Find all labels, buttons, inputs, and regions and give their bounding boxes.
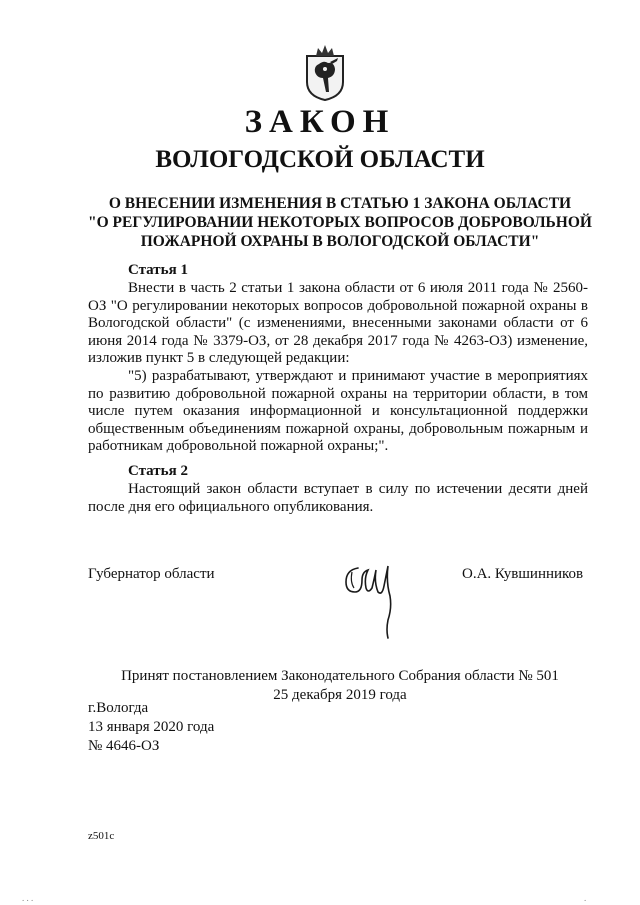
law-number: № 4646-ОЗ bbox=[88, 738, 160, 754]
signing-date: 13 января 2020 года bbox=[88, 719, 215, 735]
article-2-heading: Статья 2 bbox=[128, 463, 188, 479]
adoption-line: Принят постановлением Законодательного Собрания области № 501 bbox=[121, 668, 559, 684]
adoption-date: 25 декабря 2019 года bbox=[273, 687, 407, 703]
article-1-paragraph: Внести в часть 2 статьи 1 закона области от 6 июля 2011 года № 2560-ОЗ "О регулировании некоторых вопросов добровольной пожарной охраны в Вологодской области" (с изменениями, внесенными законами области от 6 июня 2014 года № 3379-ОЗ, от 28 декабря 2017 года № 4263-ОЗ) изменение, изложив пункт 5 в следующей редакции: bbox=[88, 280, 588, 367]
article-1-heading: Статья 1 bbox=[128, 262, 188, 278]
governor-name: О.А. Кувшинников bbox=[462, 566, 584, 582]
subject-line: "О РЕГУЛИРОВАНИИ НЕКОТОРЫХ ВОПРОСОВ ДОБРОВОЛЬНОЙ bbox=[88, 214, 592, 231]
law-title: ЗАКОН bbox=[244, 104, 396, 140]
article-2-paragraph: Настоящий закон области вступает в силу по истечении десяти дней после дня его официального опубликования. bbox=[88, 481, 588, 515]
document-code: z501c bbox=[88, 830, 115, 842]
margin-mark-right: . bbox=[584, 893, 587, 903]
governor-position: Губернатор области bbox=[88, 566, 215, 582]
law-subtitle: ВОЛОГОДСКОЙ ОБЛАСТИ bbox=[155, 146, 485, 173]
law-meta bbox=[88, 699, 214, 756]
article-1-quoted-paragraph: "5) разрабатывают, утверждают и принимают участие в мероприятиях по развитию добровольной пожарной охраны на территории области, в том числе путем оказания информационной и консультационной поддержки общественным объединениям пожарной охраны, добровольным пожарным и работникам добровольной пожарной охраны;". bbox=[88, 368, 588, 455]
handwritten-signature bbox=[338, 548, 408, 643]
coat-of-arms-emblem bbox=[304, 42, 346, 102]
subject-line: О ВНЕСЕНИИ ИЗМЕНЕНИЯ В СТАТЬЮ 1 ЗАКОНА ОБЛАСТИ bbox=[108, 195, 572, 212]
law-subject bbox=[80, 194, 600, 251]
city: г.Вологда bbox=[88, 700, 149, 716]
subject-line: ПОЖАРНОЙ ОХРАНЫ В ВОЛОГОДСКОЙ ОБЛАСТИ" bbox=[140, 233, 540, 250]
margin-mark-left: . . . bbox=[22, 893, 34, 903]
